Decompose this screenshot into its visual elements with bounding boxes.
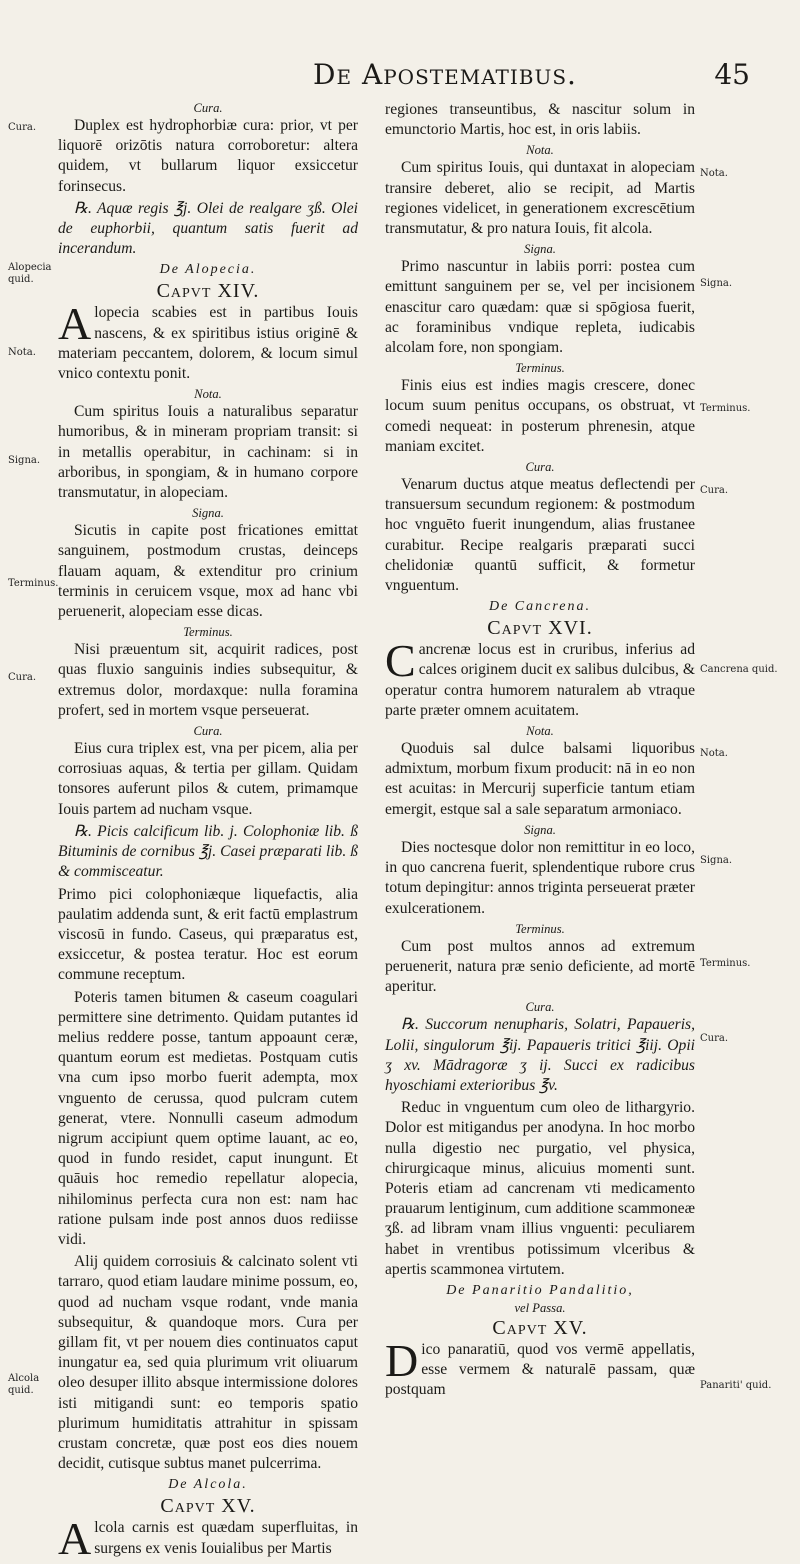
margin-note-right: Signa. [700, 278, 733, 289]
paragraph: regiones transeuntibus, & nascitur solum in emunctorio Martis, hoc est, in oris labiis. [385, 101, 695, 139]
section-subtitle: vel Passa. [514, 1300, 566, 1315]
section-title: De Panaritio Pandalitio, [446, 1282, 634, 1298]
running-header [60, 58, 760, 98]
margin-note-right: Cura. [700, 485, 729, 496]
margin-note-left: Signa. [8, 455, 41, 466]
chapter-intro: Alopecia scabies est in partibus Iouis nascens, & ex spiritibus istius originē & materiam peccantem, dolorem, & locum simul vnico contextu ponit. [58, 298, 358, 383]
paragraph: Poteris tamen bitumen & caseum coagulari permittere sine detrimento. Quidam putantes id melius reddere posse, tantum appoaunt ceræ, quantum eorum est medietas. Postquam cutis vna cum ipso morbo fuerit adempta, mox vnguento de cerussa, quod pulcram cutem generat, vtere. Nonnulli caseum admodum nigrum accipiunt quem optime lauant, ac eo, quod in fundo residet, caput inungunt. Et quāuis hoc remedio repellatur alopecia, nihilominus perfecta cura non est: nam hac ratione pulsam inde post annos duos rediisse vidi. [58, 988, 358, 1248]
paragraph: Sicutis in capite post fricationes emittat sanguinem, postmodum crustas, deinceps flauam aquam, & extenditur pro crinium terminis in ceruicem vsque, mox ad hanc vbi peruenerit, alopeciam esse dicas. [58, 522, 358, 621]
paragraph: Alij quidem corrosiuis & calcinato solent vti tarraro, quod etiam laudare minime possum, eo, quod ad nucham vsque rodant, vnde mania subsequitur, & quandoque mors. Cura per gillam fit, vt per nouem dies continuatos caput inungatur ea, sed quia plurimum vrit oliuarum oleo desuper illito absque intermissione dolores isti mitigandi sunt: eo temporis spatio plurimum humiditatis attrahitur in spissam crustam concretæ, quæ post eos dies nouem decidit, cutisque subtus manet pulcerrima. [58, 1253, 358, 1473]
chapter-heading: Capvt XV. [160, 1495, 256, 1518]
subheading: Terminus. [183, 625, 233, 640]
margin-note-right: Panariti' quid. [700, 1380, 772, 1391]
margin-note-left: Alcola quid. [8, 1373, 40, 1396]
paragraph: Nisi præuentum sit, acquirit radices, post quas fluxio sanguinis indies subsequitur, & extremus dolor, mordaxque: nulla foramina profert, sed in mortem vsque perseuerat. [58, 641, 358, 719]
margin-note-right: Nota. [700, 748, 728, 759]
paragraph: Primo pici colophoniæque liquefactis, alia paulatim addenda sunt, & erit factū emplastrum viscosū in fundo. Caseus, qui præparatus est, exsiccetur, & postea teratur. Hoc est eorum commune receptum. [58, 885, 358, 984]
subheading: Terminus. [515, 921, 565, 936]
paragraph: Primo nascuntur in labiis porri: postea cum emittunt sanguinem per se, vel per incisionem enascitur caro quædam: quæ si spōgiosa fuerit, ac foraminibus vndique repleta, iudicabis alcolam fore, non spongiam. [385, 258, 695, 357]
paragraph: Eius cura triplex est, vna per picem, alia per corrosiuas aquas, & tertia per gillam. Quidam tonsores auferunt pilos & cutem, primamque Iouis partem ad nucham vsque. [58, 740, 358, 818]
recipe: ℞. Succorum nenupharis, Solatri, Papaueris, Lolii, singulorum ℥ij. Papaueris tritici ℥iij. Opii ʒ xv. Mādragoræ ʒ ij. Succi ex radicibus hyoschiami exterioribus ℥v. [385, 1016, 695, 1094]
paragraph: Cum spiritus Iouis, qui duntaxat in alopeciam transire deberet, alio se recipit, ad Martis regiones videlicet, in generationem excrescētium transmutatur, & pro natura Iouis, fit alcola. [385, 159, 695, 238]
subheading: Cura. [193, 101, 223, 115]
margin-note-right: Nota. [700, 168, 728, 179]
margin-note-right: Terminus. [700, 403, 751, 414]
chapter-intro: Dico panaratiū, quod vos vermē appellatis, esse vermem & naturalē passam, quæ postquam [385, 1334, 695, 1399]
paragraph: Finis eius est indies magis crescere, donec locum suum penitus occupans, os obstruat, vt comedi nequeat: in posterum phrenesin, atque maniam excitet. [385, 377, 695, 455]
margin-note-left: Alopecia quid. [8, 262, 52, 285]
subheading: Signa. [524, 822, 556, 837]
recipe: ℞. Aquæ regis ℥j. Olei de realgare ʒß. Olei de euphorbii, quantum satis fuerit ad incerandum. [58, 199, 358, 258]
margin-note-right: Cura. [700, 1033, 729, 1044]
paragraph: Reduc in vnguentum cum oleo de lithargyrio. Dolor est mitigandus per anodyna. In hoc morbo nulla digestio nec purgatio, vel physica, chirurgicaque minus, alicuius momenti sunt. Poteris etiam ad cancrenam vti medicamento prauarum lentiginum, cum additione scammoneæ ʒß. ad libram vnam illius vnguenti: peculiarem habet in vrentibus potissimum vlceribus & apertis scammonea virtutem. [385, 1099, 695, 1278]
page-number: 45 [714, 58, 750, 91]
right-column [385, 100, 695, 1445]
chapter-heading: Capvt XVI. [487, 617, 593, 640]
subheading: Nota. [526, 724, 554, 739]
margin-note-right: Terminus. [700, 958, 751, 969]
margin-note-right: Signa. [700, 855, 733, 866]
paragraph: Cum post multos annos ad extremum peruenerit, natura præ senio deficiente, ad mortē aperitur. [385, 937, 695, 996]
section-title: De Cancrena. [488, 599, 592, 615]
chapter-intro: Cancrenæ locus est in cruribus, inferius ad calces originem ducit ex salibus dulcibus, & operatur contra humorem naturalem ab vtraque parte præter omnem acuitatem. [385, 635, 695, 719]
paragraph: Quoduis sal dulce balsami liquoribus admixtum, morbum fixum producit: nā in eo non est acuitas: in Mercurij superficie tantum etiam emergit, estque sal a sale separatum armoniaco. [385, 740, 695, 818]
subheading: Terminus. [515, 361, 565, 376]
subheading: Signa. [192, 506, 224, 521]
chapter-heading: Capvt XIV. [156, 280, 260, 303]
subheading: Nota. [194, 387, 222, 402]
section-title: De Alcola. [168, 1477, 248, 1493]
chapter-intro: Alcola carnis est quædam superfluitas, in surgens ex venis Iouialibus per Martis [58, 1513, 358, 1564]
chapter-heading: Capvt XV. [492, 1316, 588, 1339]
subheading: Cura. [525, 460, 555, 475]
margin-note-right: Cancrena quid. [700, 664, 778, 675]
left-column [58, 100, 358, 1564]
paragraph: Cum spiritus Iouis a naturalibus separatur humoribus, & in mineram propriam transit: si in metallis operabitur, in cachinam: si in arboribus, in spongiam, & in humano corpore transmutatur, in alopeciam. [58, 403, 358, 502]
margin-note-left: Terminus. [8, 578, 59, 589]
paragraph: Duplex est hydrophorbiæ cura: prior, vt per liquorē orizōtis natura corroboretur: altera quidem, vt bullarum liquor exsiccetur forinsecus. [58, 117, 358, 195]
running-title: De Apostematibus. [313, 58, 577, 91]
margin-note-left: Cura. [8, 672, 37, 683]
paragraph: Dies noctesque dolor non remittitur in eo loco, in quo cancrena fuerit, splendentique rubore crus totum depingitur: annos triginta perseuerat præter exulcerationem. [385, 838, 695, 917]
subheading: Cura. [525, 1000, 555, 1015]
margin-note-left: Cura. [8, 122, 37, 133]
subheading: Nota. [526, 143, 554, 158]
recipe: ℞. Picis calcificum lib. j. Colophoniæ lib. ß Bituminis de cornibus ℥j. Casei præparati lib. ß & commisceatur. [58, 822, 358, 881]
section-title: De Alopecia. [159, 262, 257, 278]
paragraph: Venarum ductus atque meatus deflectendi per transuersum secundum regionem: & postmodum hoc vnguēto fuerit inungendum, alias frustanee curabitur. Recipe realgaris præparati succi chelidoniæ quantū sufficit, & formetur vnguentum. [385, 476, 695, 595]
margin-note-left: Nota. [8, 347, 36, 358]
subheading: Cura. [193, 724, 223, 739]
subheading: Signa. [524, 242, 556, 257]
